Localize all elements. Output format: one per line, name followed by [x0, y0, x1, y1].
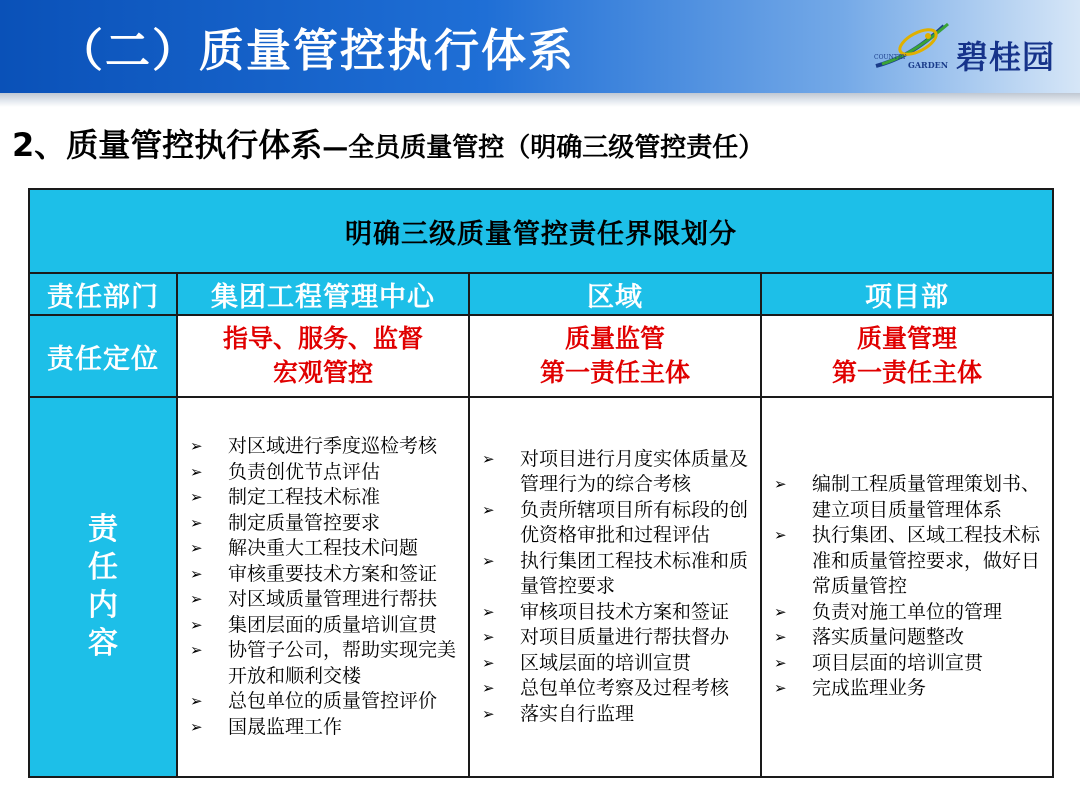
list-item: [482, 676, 754, 702]
logo-english-bottom: GARDEN: [908, 60, 949, 70]
logo-chinese-name: 碧桂园: [956, 38, 1056, 76]
list-item: [190, 587, 462, 613]
list-item: [774, 625, 1046, 651]
bullet-arrow-icon: ➢: [190, 513, 203, 532]
row-label-content-text: 责任内容: [88, 512, 118, 661]
bullet-arrow-icon: ➢: [774, 602, 787, 621]
bullet-arrow-icon: ➢: [190, 615, 203, 634]
content-cell-region: [469, 397, 761, 777]
bullet-arrow-icon: ➢: [190, 488, 203, 506]
list-item-text: 协管子公司，帮助实现完美开放和顺利交楼: [228, 639, 457, 687]
list-item: [190, 715, 462, 741]
content-cell-project: [761, 397, 1053, 777]
table-caption: 明确三级质量管控责任界限划分: [29, 189, 1053, 273]
list-item: [190, 434, 462, 460]
bullet-arrow-icon: ➢: [482, 449, 495, 468]
list-item-text: 负责创优节点评估: [228, 460, 381, 483]
bullet-arrow-icon: ➢: [190, 692, 203, 710]
list-item-text: 制定工程技术标准: [228, 486, 381, 508]
list-item: [482, 447, 754, 498]
list-item: [774, 651, 1046, 677]
content-cell-group: [177, 397, 469, 777]
row-label-content: [29, 397, 177, 777]
role-line-1: 指导、服务、监督: [222, 324, 423, 353]
list-item-text: 完成监理业务: [812, 677, 927, 700]
role-line-1: 质量监管: [564, 324, 665, 353]
list-item-text: 落实自行监理: [520, 702, 635, 725]
role-line-2: 第一责任主体: [831, 358, 982, 387]
list-item: [190, 511, 462, 537]
list-item-text: 对区域进行季度巡检考核: [228, 435, 438, 457]
responsibility-table: [28, 188, 1054, 778]
bullet-arrow-icon: ➢: [482, 679, 495, 698]
bullet-arrow-icon: ➢: [774, 679, 787, 698]
list-item-text: 审核重要技术方案和签证: [228, 562, 438, 585]
bullet-arrow-icon: ➢: [482, 653, 495, 672]
bullet-arrow-icon: ➢: [774, 628, 787, 647]
list-item: [774, 472, 1046, 523]
list-item: [482, 600, 754, 626]
list-item: [190, 613, 462, 639]
bullet-arrow-icon: ➢: [482, 500, 495, 519]
list-item-text: 制定质量管控要求: [228, 511, 381, 534]
subtitle-main: 2、质量管控执行体系: [12, 126, 323, 164]
bullet-arrow-icon: ➢: [482, 602, 495, 621]
list-item: [482, 702, 754, 728]
bullet-arrow-icon: ➢: [482, 628, 495, 647]
list-item: [190, 638, 462, 689]
bullet-arrow-icon: ➢: [190, 590, 203, 608]
banner-shadow-strip: [0, 93, 1080, 107]
list-item-text: 负责所辖项目所有标段的创优资格审批和过程评估: [520, 498, 749, 547]
column-header-region: 区域: [469, 273, 761, 315]
bullet-arrow-icon: ➢: [190, 641, 203, 659]
list-item: [774, 676, 1046, 702]
list-item-text: 负责对施工单位的管理: [812, 600, 1003, 623]
bullet-arrow-icon: ➢: [190, 564, 203, 583]
bullet-arrow-icon: ➢: [482, 704, 495, 723]
bullet-arrow-icon: ➢: [482, 551, 495, 570]
list-item-text: 总包单位考察及过程考核: [520, 677, 730, 700]
list-item-text: 对区域质量管理进行帮扶: [228, 588, 438, 610]
list-item: [190, 460, 462, 486]
list-item: [190, 536, 462, 562]
subtitle-rest: 全员质量管控（明确三级管控责任）: [348, 133, 765, 163]
list-item-text: 审核项目技术方案和签证: [520, 600, 730, 623]
bullet-arrow-icon: ➢: [190, 717, 203, 736]
row-label-department: 责任部门: [29, 273, 177, 315]
list-item-text: 区域层面的培训宣贯: [520, 651, 692, 674]
role-line-2: 第一责任主体: [539, 358, 690, 387]
role-line-1: 质量管理: [856, 324, 957, 353]
bullet-arrow-icon: ➢: [190, 437, 203, 455]
bullet-arrow-icon: ➢: [190, 462, 203, 481]
bullet-arrow-icon: ➢: [774, 526, 787, 545]
role-cell-group: [177, 315, 469, 397]
list-item: [482, 651, 754, 677]
list-item: [482, 498, 754, 549]
list-item: [190, 485, 462, 511]
list-item: [774, 600, 1046, 626]
role-line-2: 宏观管控: [272, 358, 373, 387]
logo-english-top: COUNTRY: [874, 54, 907, 61]
list-item: [482, 625, 754, 651]
list-item-text: 国晟监理工作: [228, 715, 343, 738]
content-list-group: [178, 434, 468, 740]
list-item-text: 执行集团、区域工程技术标准和质量管控要求，做好日常质量管控: [812, 524, 1041, 598]
list-item-text: 落实质量问题整改: [812, 626, 965, 649]
role-cell-region: [469, 315, 761, 397]
list-item: [190, 689, 462, 715]
title-banner: [0, 0, 1080, 93]
list-item: [774, 523, 1046, 600]
list-item-text: 解决重大工程技术问题: [228, 537, 419, 559]
content-list-region: [470, 447, 760, 728]
column-header-group: 集团工程管理中心: [177, 273, 469, 315]
content-list-project: [762, 472, 1052, 702]
role-cell-project: [761, 315, 1053, 397]
list-item-text: 项目层面的培训宣贯: [812, 651, 984, 674]
page-title: （二）质量管控执行体系: [58, 24, 576, 77]
subtitle-dash: —: [322, 133, 349, 163]
list-item-text: 编制工程质量管理策划书、建立项目质量管理体系: [812, 473, 1041, 521]
section-subtitle: [12, 120, 764, 166]
list-item-text: 对项目质量进行帮扶督办: [520, 626, 730, 649]
list-item-text: 对项目进行月度实体质量及管理行为的综合考核: [520, 447, 749, 496]
bullet-arrow-icon: ➢: [774, 653, 787, 672]
row-label-positioning: 责任定位: [29, 315, 177, 397]
list-item: [190, 562, 462, 588]
list-item: [482, 549, 754, 600]
list-item-text: 执行集团工程技术标准和质量管控要求: [520, 549, 749, 598]
country-garden-logo: [868, 20, 1058, 78]
list-item-text: 总包单位的质量管控评价: [228, 690, 438, 712]
list-item-text: 集团层面的质量培训宣贯: [228, 613, 438, 636]
bullet-arrow-icon: ➢: [190, 539, 203, 557]
column-header-project: 项目部: [761, 273, 1053, 315]
bullet-arrow-icon: ➢: [774, 475, 787, 494]
